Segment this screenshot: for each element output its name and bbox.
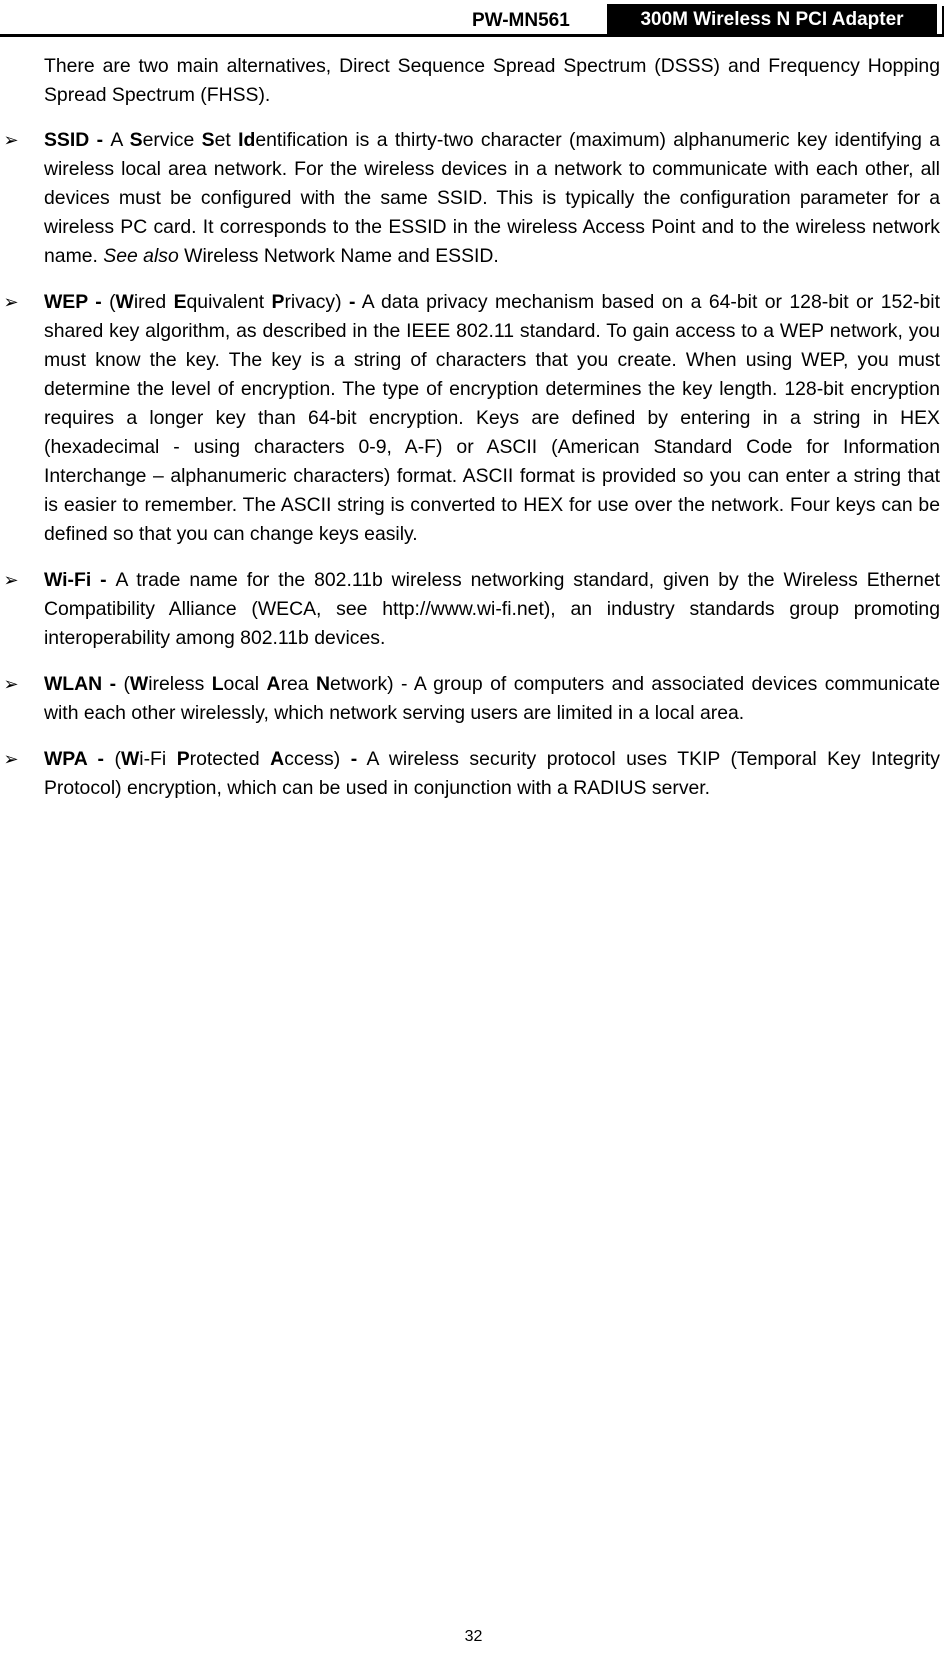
header-model-number: PW-MN561 — [472, 10, 570, 31]
bold-text: W — [129, 673, 149, 695]
page-header — [0, 0, 947, 40]
bold-text: P — [176, 748, 190, 770]
text-segment: A data privacy mechanism based on a 64-bit or 128-bit or 152-bit shared key algorithm, as described in the IEEE 802.11 standard. To gain access to a WEP network, you must know the key. The key is a string of characters that you create. When using WEP, you must determine the level of encryption. The type of encryption determines the key length. 128-bit encryption requires a longer key than 64-bit encryption. Keys are defined by entering in a string in HEX (hexadecimal - using characters 0-9, A-F) or ASCII (American Standard Code for Information Interchange – alphanumeric characters) format. ASCII format is provided so you can enter a string that is easier to remember. The ASCII string is converted to HEX for use over the network. Four keys can be defined so that you can change keys easily. — [44, 291, 940, 545]
bold-text: - — [348, 291, 356, 313]
bold-text: P — [271, 291, 285, 313]
arrowhead-bullet-icon: ➢ — [3, 674, 19, 694]
bold-text: Id — [238, 129, 256, 151]
glossary-definition — [44, 670, 940, 728]
bold-text: A — [270, 748, 285, 770]
arrowhead-bullet-icon: ➢ — [3, 130, 19, 150]
bold-text: - — [350, 748, 358, 770]
glossary-entry — [3, 288, 940, 549]
text-segment: ired — [133, 291, 174, 313]
text-segment: A trade name for the 802.11b wireless networking standard, given by the Wireless Ethernet Compatibility Alliance (WECA, see http://www.wi-fi.net), an industry standards group promoting interoperability among 802.11b devices. — [44, 569, 940, 649]
glossary-entry — [3, 745, 941, 803]
text-segment: ( — [123, 673, 130, 695]
bold-text: S — [129, 129, 143, 151]
bold-text: WEP - — [44, 291, 110, 313]
glossary-entry — [3, 566, 940, 653]
text-segment: rivacy) — [284, 291, 349, 313]
glossary-definition — [44, 566, 940, 653]
bold-text: E — [173, 291, 187, 313]
text-segment: ( — [114, 748, 121, 770]
text-segment: ccess) — [284, 748, 351, 770]
intro-paragraph: There are two main alternatives, Direct Sequence Spread Spectrum (DSSS) and Frequency Hopping Spread Spectrum (FHSS). — [44, 55, 940, 106]
text-segment: ( — [109, 291, 116, 313]
glossary-definition — [44, 126, 940, 271]
glossary-definition — [44, 288, 940, 549]
bold-text: S — [201, 129, 215, 151]
text-segment: Wireless Network Name and ESSID. — [178, 245, 499, 267]
text-segment: i-Fi — [139, 748, 177, 770]
page-number: 32 — [464, 1628, 483, 1645]
bold-text: A — [266, 673, 281, 695]
header-edge-line — [942, 6, 944, 36]
italic-text: See also — [103, 245, 179, 267]
text-segment: ocal — [223, 673, 267, 695]
text-segment: etwork) - A group of computers and associated devices communicate with each other wirelessly, which network serving users are limited in a local area. — [44, 673, 940, 724]
header-rule — [0, 34, 944, 37]
text-segment: et — [214, 129, 239, 151]
text-segment: A wireless security protocol uses TKIP (Temporal Key Integrity Protocol) encryption, which can be used in conjunction with a RADIUS server. — [44, 748, 941, 799]
header-product-title: 300M Wireless N PCI Adapter — [607, 4, 937, 35]
bold-text: N — [316, 673, 331, 695]
glossary-content — [3, 52, 941, 820]
bold-text: W — [115, 291, 134, 313]
bold-text: WPA - — [44, 748, 115, 770]
bold-text: L — [211, 673, 224, 695]
glossary-term-list — [3, 126, 941, 803]
text-segment: quivalent — [186, 291, 272, 313]
text-segment: entification is a thirty-two character (maximum) alphanumeric key identifying a wireless local area network. For the wireless devices in a network to communicate with each other, all devices must be configured with the same SSID. This is typically the configuration parameter for a wireless PC card. It corresponds to the ESSID in the wireless Access Point and to the wireless network name. — [44, 129, 940, 267]
arrowhead-bullet-icon: ➢ — [3, 292, 19, 312]
text-segment: ireless — [148, 673, 212, 695]
bold-text: Wi-Fi - — [44, 569, 116, 591]
bold-text: SSID - — [44, 129, 111, 151]
glossary-definition — [44, 745, 940, 803]
text-segment: rea — [280, 673, 317, 695]
glossary-entry — [3, 670, 940, 728]
glossary-entry — [3, 126, 940, 271]
text-segment: ervice — [142, 129, 202, 151]
text-segment: rotected — [189, 748, 271, 770]
arrowhead-bullet-icon: ➢ — [3, 749, 19, 769]
bold-text: WLAN - — [44, 673, 124, 695]
bold-text: W — [120, 748, 140, 770]
arrowhead-bullet-icon: ➢ — [3, 570, 19, 590]
text-segment: A — [110, 129, 130, 151]
